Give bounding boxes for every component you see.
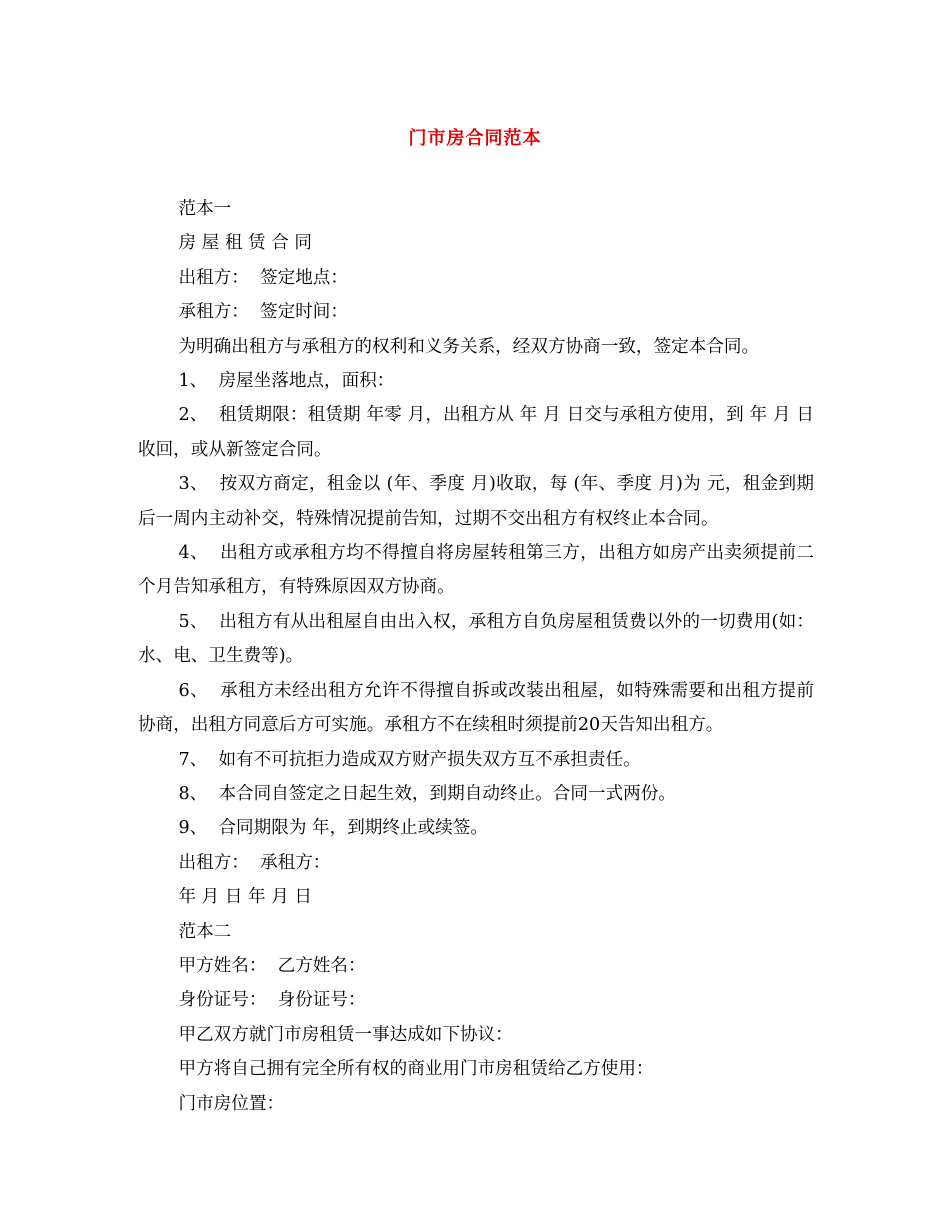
paragraph: 房 屋 租 赁 合 同 — [178, 233, 312, 254]
paragraph: 甲乙双方就门市房租赁一事达成如下协议： — [178, 1024, 513, 1045]
document-body — [138, 192, 814, 1121]
paragraph: 甲方姓名： 乙方姓名： — [178, 955, 366, 976]
paragraph: 5、 出租方有从出租屋自由出入权，承租方自负房屋租赁费以外的一切费用(如：水、电、卫生费等)。 — [138, 611, 814, 667]
paragraph: 年 月 日 年 月 日 — [178, 887, 312, 908]
paragraph: 甲方将自己拥有完全所有权的商业用门市房租赁给乙方使用： — [178, 1059, 654, 1080]
paragraph: 门市房位置： — [178, 1093, 285, 1114]
paragraph: 范本一 — [178, 199, 232, 219]
paragraph: 出租方： 签定地点： — [178, 267, 348, 288]
paragraph: 承租方： 签定时间： — [178, 302, 348, 323]
paragraph: 2、 租赁期限：租赁期 年零 月，出租方从 年 月 日交与承租方使用，到 年 月 日收回，或从新签定合同。 — [138, 405, 814, 460]
paragraph: 身份证号： 身份证号： — [178, 990, 366, 1011]
paragraph: 出租方： 承租方： — [178, 852, 331, 873]
paragraph: 范本二 — [178, 921, 232, 942]
paragraph: 6、 承租方未经出租方允许不得擅自拆或改装出租屋，如特殊需要和出租方提前协商，出租方同意后方可实施。承租方不在续租时须提前20天告知出租方。 — [138, 680, 814, 736]
paragraph: 为明确出租方与承租方的权利和义务关系，经双方协商一致，签定本合同。 — [178, 336, 760, 357]
paragraph: 1、 房屋坐落地点，面积： — [178, 371, 395, 392]
paragraph: 9、 合同期限为 年，到期终止或续签。 — [178, 818, 488, 839]
paragraph: 4、 出租方或承租方均不得擅自将房屋转租第三方，出租方如房产出卖须提前二个月告知承租方，有特殊原因双方协商。 — [138, 543, 814, 598]
document-title: 门市房合同范本 — [408, 128, 542, 149]
paragraph: 7、 如有不可抗拒力造成双方财产损失双方互不承担责任。 — [178, 749, 641, 770]
paragraph: 3、 按双方商定，租金以 (年、季度 月)收取，每 (年、季度 月)为 元，租金到期后一周内主动补交，特殊情况提前告知，过期不交出租方有权终止本合同。 — [138, 474, 814, 529]
paragraph: 8、 本合同自签定之日起生效，到期自动终止。合同一式两份。 — [178, 783, 676, 804]
